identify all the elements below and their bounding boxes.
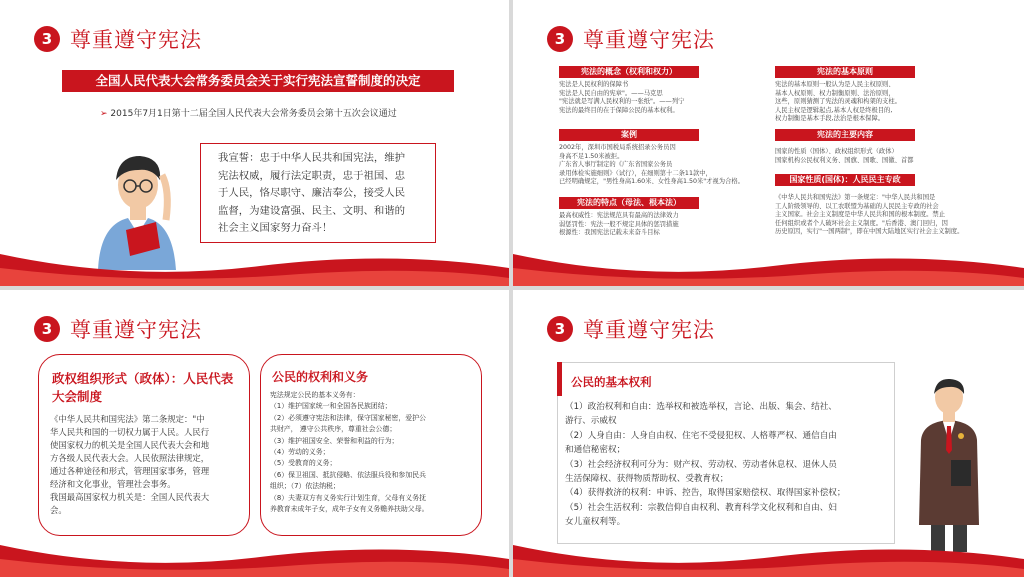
case-line: 身高不足1.50米被拒。 [559,152,624,160]
rights-frame-accent [557,362,562,396]
rights-line: （2）人身自由：人身自由权、住宅不受侵犯权、人格尊严权、通信自由 [565,430,837,441]
rights-line: （3）社会经济权利可分为：财产权、劳动权、劳动者休息权、退休人员 [565,459,837,470]
polity-line: 会。 [50,505,67,515]
duty-line: （3）维护祖国安全、荣誉和利益的行为； [270,436,399,445]
principle-line: 人民主权是逻辑起点,基本人权是终极目的, [775,106,893,114]
rights-line: 游行、示威权 [565,416,617,427]
duty-line: 养教育未成年子女，成年子女有义务赡养扶助父母。 [270,505,429,514]
section-number-badge: 3 [34,316,60,342]
case-text [559,144,744,187]
meeting-bullet [100,106,397,119]
section-title: 尊重遵守宪法 [583,318,715,342]
red-wave-decoration [0,246,509,286]
section-title: 尊重遵守宪法 [70,28,202,52]
red-wave-decoration [513,246,1024,286]
duty-line: （4）劳动的义务； [270,448,330,457]
slide-4 [513,290,1024,577]
rights-title: 公民的基本权利 [571,375,652,389]
section-number-badge: 3 [547,316,573,342]
meeting-text: 2015年7月1日第十二届全国人民代表大会常务委员会第十五次会议通过 [110,109,397,119]
concept-line: "宪法就是写满人民权利的一张纸"。——列宁 [559,98,685,106]
content-line: 国家机构公民权利义务、国旗、国歌、国徽、首都 [775,156,914,164]
rights-line: （4）获得救济的权利：申诉、控告，取得国家赔偿权、取得国家补偿权； [565,488,846,499]
feature-title: 宪法的特点（母法、根本法） [559,197,699,209]
bullet-arrow-icon: ➢ [100,109,108,119]
section-title: 尊重遵守宪法 [583,28,715,52]
case-line: 录用体检实施细则》（试行），在细则第十二条11款中， [559,169,712,177]
rights-duties-title: 公民的权利和义务 [272,370,369,384]
duty-line: 共财产， 遵守公共秩序，尊重社会公德； [270,425,397,434]
rights-line: 女儿童权利等。 [565,517,626,528]
slide-3-header [34,315,202,343]
polity-line: 方各级人民代表大会。人民依照法律规定， [50,453,210,463]
duty-line: 组织；（7）依法纳税； [270,482,340,491]
concept-title: 宪法的概念（权利和权力） [559,66,699,78]
section-number-badge: 3 [547,26,573,52]
polity-line: 华人民共和国的一切权力属于人民。人民行 [50,427,210,437]
polity-title: 政权组织形式（政体）：人民代表大会制度 [52,371,234,404]
concept-line: 宪法是人民自由的宪章"。——马克思 [559,89,663,97]
duty-line: （2）必须遵守宪法和法律，保守国家秘密，爱护公 [270,413,426,422]
polity-line: 通过各种途径和形式，管理国家事务，管理 [50,466,210,476]
nature-line: 工人阶级领导的、以工农联盟为基础的人民民主专政的社会 [775,202,939,210]
principle-line: 权力制衡是基本手段,法治是根本保障。 [775,115,885,123]
principle-line: 宪法的基本原则一般认为是人民主权原则、 [775,81,895,88]
case-line: 已经明确规定，"男性身高1.60米、女性身高1.50米"才视为合格。 [559,178,744,186]
slide-4-header [547,315,715,343]
red-wave-decoration [0,537,509,577]
polity-line: 《中华人民共和国宪法》第二条规定："中 [50,414,205,424]
oath-line: 宪法权威，履行法定职责，忠于祖国、忠 [218,169,406,182]
judge-illustration [909,370,989,560]
duty-line: （5）受教育的义务； [270,459,337,468]
slide-2 [513,0,1024,286]
principle-line: 这些，原则猜测了宪法的灵魂和构架的支柱。 [775,98,901,106]
content-title: 宪法的主要内容 [775,129,915,141]
feature-line: 最高权威性：宪法规范具有最高的法律效力 [559,212,679,219]
section-title: 尊重遵守宪法 [70,318,202,342]
rights-duties-text [270,390,428,515]
principle-title: 宪法的基本原则 [775,66,915,78]
decision-banner: 全国人民代表大会常务委员会关于实行宪法宣誓制度的决定 [62,70,454,92]
nature-line: 《中华人民共和国宪法》第一条规定："中华人民共和国是 [775,194,936,201]
duty-line: （8）夫妻双方有义务实行计划生育，父母有义务抚 [270,493,426,502]
nature-line: 任何组织或者个人破坏社会主义制度。"后香港、澳门回归，因 [775,219,948,227]
concept-text [559,81,684,115]
feature-text [559,212,679,238]
rights-line: 生活保障权、获得物质帮助权、受教育权； [565,474,729,485]
oath-line: 监督，为建设富强、民主、文明、和谐的 [218,204,406,217]
rights-line: 和通信秘密权； [565,445,626,456]
concept-line: 宪法的最终目的在于保障公民的基本权利。 [559,106,679,114]
nature-text [775,194,963,237]
case-line: 广东省人事厅制定的《广东省国家公务员 [559,161,673,169]
principle-text [775,81,901,124]
duty-line: （1）维护国家统一和全国各民族团结； [270,402,392,411]
oath-line: 于人民，恪尽职守、廉洁奉公，接受人民 [218,187,406,199]
duty-line: 宪法规定公民的基本义务有： [270,391,360,399]
concept-line: 宪法是人民权利的保障书 [559,81,629,88]
polity-line: 经济和文化事业，管理社会事务。 [50,479,176,489]
nature-title: 国家性质(国体)：人民民主专政 [775,174,915,186]
oath-line: 我宣誓：忠于中华人民共和国宪法，维护 [218,152,406,164]
slide-2-header [547,25,715,53]
slide-1-header [34,25,202,53]
polity-line: 使国家权力的机关是全国人民代表大会和地 [50,440,210,450]
oath-text [218,150,405,238]
polity-line: 我国最高国家权力机关是：全国人民代表大 [50,492,210,502]
principle-line: 基本人权原则、权力制衡原则、法治原则， [775,89,895,97]
case-title: 案例 [559,129,699,141]
duty-line: （6）保卫祖国、抵抗侵略、依法服兵役和参加民兵 [270,470,426,479]
rights-line: （5）社会生活权利：宗教信仰自由权利、教育科学文化权利和自由、妇 [565,502,837,513]
polity-text [50,413,209,517]
rights-text [565,400,845,530]
section-number-badge: 3 [34,26,60,52]
slide-1 [0,0,509,286]
content-line: 国家的性质（国体）、政权组织形式（政体） [775,148,898,155]
oath-line: 社会主义国家努力奋斗！ [218,222,333,234]
case-line: 2002年，深圳市国税局系统招录公务员因 [559,144,676,151]
rights-line: （1）政治权利和自由：选举权和被选举权，言论、出版、集会、结社、 [565,402,837,412]
feature-line: 根源性：我国宪法记载未来奋斗目标 [559,229,660,237]
content-text [775,148,914,165]
nature-line: 历史原因，实行"一国两制"，即在中国大陆地区实行社会主义制度。 [775,228,964,236]
slide-3 [0,290,509,577]
feature-line: 弱惩罚性：宪法一般不规定具体的惩罚措施 [559,220,679,228]
nature-line: 主义国家。社会主义制度是中华人民共和国的根本制度。禁止 [775,211,946,219]
red-wave-decoration [513,537,1024,577]
